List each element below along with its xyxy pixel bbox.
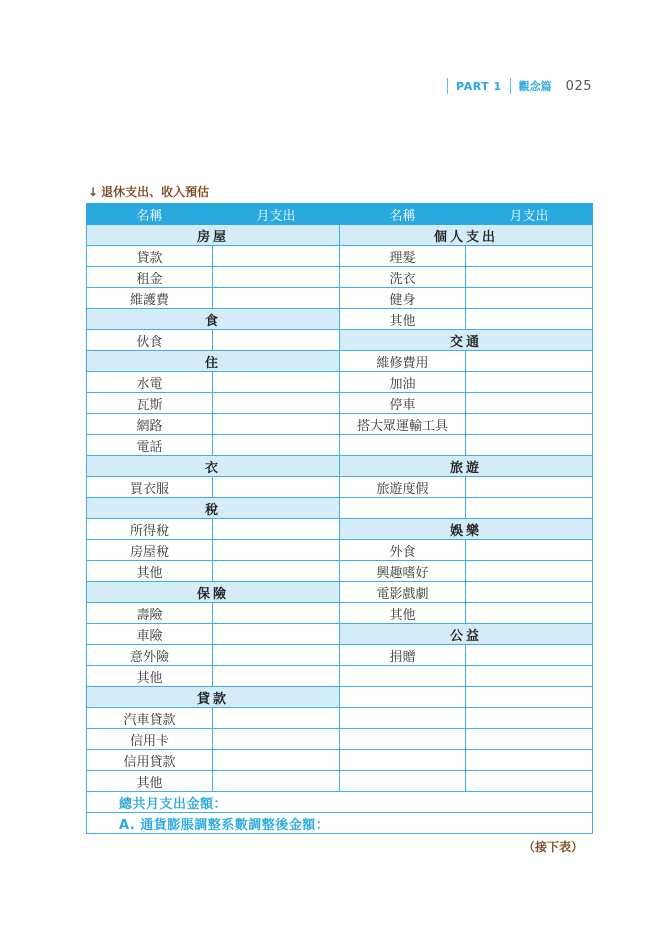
table-header xyxy=(87,204,593,225)
table-row xyxy=(87,372,593,393)
table-row xyxy=(87,414,593,435)
table-totals xyxy=(87,792,593,834)
table-row xyxy=(87,687,593,708)
monthly-amount-cell[interactable] xyxy=(466,288,593,309)
expense-item-name: 加油 xyxy=(340,372,466,393)
monthly-amount-cell[interactable] xyxy=(213,750,340,771)
monthly-amount-cell[interactable] xyxy=(466,393,593,414)
monthly-amount-cell[interactable] xyxy=(213,477,340,498)
table-title-text: 退休支出、收入預估 xyxy=(101,185,210,199)
expense-item-name xyxy=(340,687,466,708)
expense-item-name: 租金 xyxy=(87,267,213,288)
expense-item-name: 旅遊度假 xyxy=(340,477,466,498)
category-header: 保險 xyxy=(87,582,340,603)
monthly-amount-cell[interactable] xyxy=(213,666,340,687)
expense-item-name: 健身 xyxy=(340,288,466,309)
expense-item-name: 信用貸款 xyxy=(87,750,213,771)
monthly-amount-cell[interactable] xyxy=(466,309,593,330)
monthly-amount-cell[interactable] xyxy=(213,729,340,750)
total-row xyxy=(87,813,593,834)
column-header-monthly: 月支出 xyxy=(213,204,340,225)
expense-item-name: 捐贈 xyxy=(340,645,466,666)
category-header: 貸款 xyxy=(87,687,340,708)
monthly-amount-cell[interactable] xyxy=(466,645,593,666)
expense-item-name: 水電 xyxy=(87,372,213,393)
expense-item-name: 車險 xyxy=(87,624,213,645)
expense-item-name: 其他 xyxy=(340,603,466,624)
section-label: 觀念篇 xyxy=(518,80,552,93)
expense-item-name: 洗衣 xyxy=(340,267,466,288)
category-header: 衣 xyxy=(87,456,340,477)
expense-item-name: 其他 xyxy=(87,561,213,582)
monthly-amount-cell[interactable] xyxy=(213,246,340,267)
monthly-amount-cell[interactable] xyxy=(466,435,593,456)
monthly-amount-cell[interactable] xyxy=(466,708,593,729)
budget-table xyxy=(86,203,593,834)
expense-item-name: 瓦斯 xyxy=(87,393,213,414)
arrow-down-icon: ↓ xyxy=(88,185,99,199)
category-header: 公益 xyxy=(340,624,593,645)
table-row xyxy=(87,477,593,498)
expense-item-name: 興趣嗜好 xyxy=(340,561,466,582)
table-row xyxy=(87,351,593,372)
table-row xyxy=(87,771,593,792)
table-title xyxy=(88,183,209,200)
table-row xyxy=(87,225,593,246)
monthly-amount-cell[interactable] xyxy=(213,393,340,414)
expense-item-name: 壽險 xyxy=(87,603,213,624)
monthly-amount-cell[interactable] xyxy=(213,519,340,540)
table-row xyxy=(87,393,593,414)
monthly-amount-cell[interactable] xyxy=(466,246,593,267)
inflation-adjusted-label: A. 通貨膨脹調整系數調整後金額： xyxy=(87,813,593,834)
category-header: 個人支出 xyxy=(340,225,593,246)
expense-item-name: 電話 xyxy=(87,435,213,456)
expense-item-name: 停車 xyxy=(340,393,466,414)
table-row xyxy=(87,267,593,288)
monthly-amount-cell[interactable] xyxy=(213,603,340,624)
expense-item-name: 維修費用 xyxy=(340,351,466,372)
category-header: 房屋 xyxy=(87,225,340,246)
monthly-amount-cell[interactable] xyxy=(466,582,593,603)
monthly-amount-cell[interactable] xyxy=(213,624,340,645)
monthly-total-label: 總共月支出金額： xyxy=(87,792,593,813)
monthly-amount-cell[interactable] xyxy=(466,771,593,792)
column-header-monthly: 月支出 xyxy=(466,204,593,225)
expense-item-name: 信用卡 xyxy=(87,729,213,750)
table-row xyxy=(87,456,593,477)
category-header: 娛樂 xyxy=(340,519,593,540)
expense-item-name xyxy=(340,771,466,792)
header-divider xyxy=(447,78,448,94)
table-row xyxy=(87,624,593,645)
continued-note: （接下表） xyxy=(522,840,583,854)
expense-item-name xyxy=(340,750,466,771)
table-row xyxy=(87,330,593,351)
column-header-name: 名稱 xyxy=(87,204,213,225)
table-row xyxy=(87,582,593,603)
table-row xyxy=(87,645,593,666)
column-header-name: 名稱 xyxy=(340,204,466,225)
expense-item-name xyxy=(340,729,466,750)
monthly-amount-cell[interactable] xyxy=(466,372,593,393)
monthly-amount-cell[interactable] xyxy=(466,498,593,519)
monthly-amount-cell[interactable] xyxy=(466,603,593,624)
expense-item-name xyxy=(340,708,466,729)
expense-item-name: 其他 xyxy=(87,666,213,687)
header-row xyxy=(87,204,593,225)
expense-item-name: 所得稅 xyxy=(87,519,213,540)
monthly-amount-cell[interactable] xyxy=(466,561,593,582)
table-row xyxy=(87,729,593,750)
category-header: 食 xyxy=(87,309,340,330)
expense-item-name: 維護費 xyxy=(87,288,213,309)
monthly-amount-cell[interactable] xyxy=(213,372,340,393)
expense-item-name: 電影戲劇 xyxy=(340,582,466,603)
expense-item-name: 理髮 xyxy=(340,246,466,267)
page-number: 025 xyxy=(565,78,592,94)
monthly-amount-cell[interactable] xyxy=(213,771,340,792)
table-row xyxy=(87,540,593,561)
monthly-amount-cell[interactable] xyxy=(466,414,593,435)
monthly-amount-cell[interactable] xyxy=(466,750,593,771)
category-header: 稅 xyxy=(87,498,340,519)
monthly-amount-cell[interactable] xyxy=(213,708,340,729)
table-body xyxy=(87,225,593,792)
expense-item-name xyxy=(340,666,466,687)
monthly-amount-cell[interactable] xyxy=(213,330,340,351)
expense-item-name: 買衣服 xyxy=(87,477,213,498)
monthly-amount-cell[interactable] xyxy=(213,561,340,582)
expense-item-name: 搭大眾運輸工具 xyxy=(340,414,466,435)
total-row xyxy=(87,792,593,813)
expense-item-name: 外食 xyxy=(340,540,466,561)
monthly-amount-cell[interactable] xyxy=(213,645,340,666)
table-row xyxy=(87,498,593,519)
table-row xyxy=(87,666,593,687)
monthly-amount-cell[interactable] xyxy=(213,540,340,561)
monthly-amount-cell[interactable] xyxy=(213,288,340,309)
monthly-amount-cell[interactable] xyxy=(466,477,593,498)
table-row xyxy=(87,708,593,729)
expense-item-name xyxy=(340,435,466,456)
expense-item-name: 網路 xyxy=(87,414,213,435)
monthly-amount-cell[interactable] xyxy=(466,351,593,372)
table-row xyxy=(87,519,593,540)
page-header xyxy=(447,77,592,95)
table-row xyxy=(87,246,593,267)
table-row xyxy=(87,561,593,582)
expense-item-name: 伙食 xyxy=(87,330,213,351)
table-row xyxy=(87,435,593,456)
monthly-amount-cell[interactable] xyxy=(466,267,593,288)
monthly-amount-cell[interactable] xyxy=(213,435,340,456)
table-row xyxy=(87,603,593,624)
category-header: 住 xyxy=(87,351,340,372)
monthly-amount-cell[interactable] xyxy=(466,666,593,687)
monthly-amount-cell[interactable] xyxy=(213,414,340,435)
category-header: 旅遊 xyxy=(340,456,593,477)
header-divider xyxy=(510,78,511,94)
expense-item-name: 其他 xyxy=(340,309,466,330)
category-header: 交通 xyxy=(340,330,593,351)
expense-item-name: 意外險 xyxy=(87,645,213,666)
part-label: PART 1 xyxy=(456,79,502,93)
expense-item-name xyxy=(340,498,466,519)
expense-item-name: 其他 xyxy=(87,771,213,792)
table-row xyxy=(87,309,593,330)
monthly-amount-cell[interactable] xyxy=(466,540,593,561)
table-row xyxy=(87,750,593,771)
expense-item-name: 貸款 xyxy=(87,246,213,267)
table-row xyxy=(87,288,593,309)
expense-item-name: 房屋稅 xyxy=(87,540,213,561)
expense-item-name: 汽車貸款 xyxy=(87,708,213,729)
monthly-amount-cell[interactable] xyxy=(466,729,593,750)
monthly-amount-cell[interactable] xyxy=(466,687,593,708)
monthly-amount-cell[interactable] xyxy=(213,267,340,288)
